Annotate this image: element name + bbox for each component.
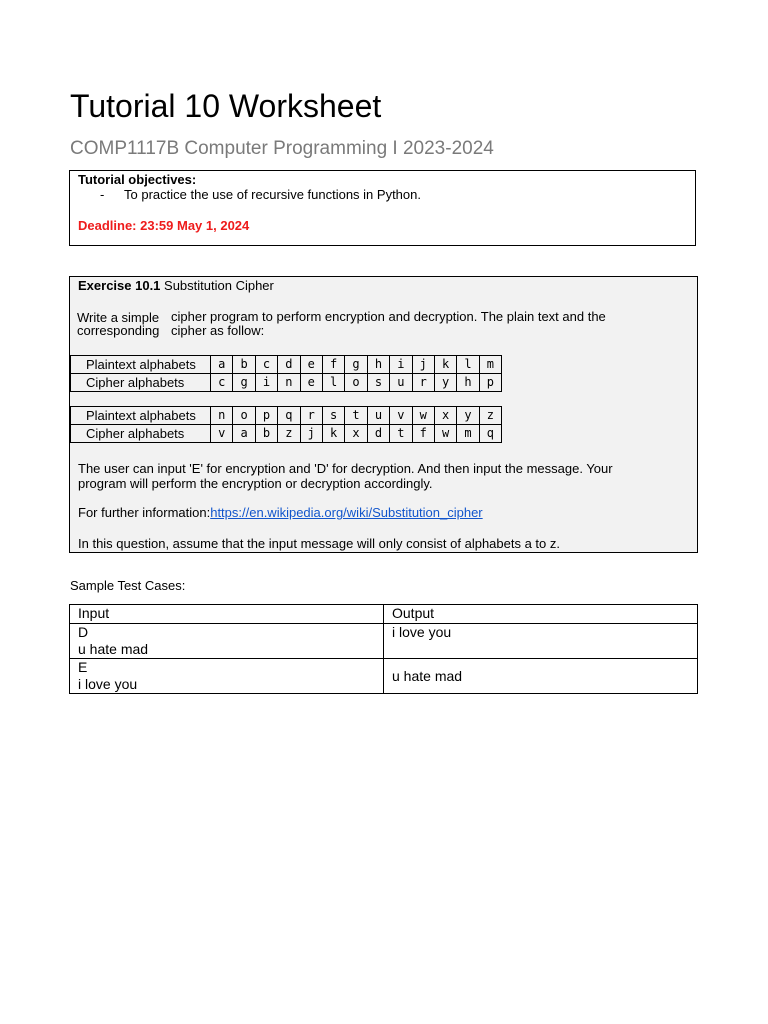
plain-char: d (278, 356, 300, 374)
intro-text-line2-rest: cipher as follow: (171, 323, 265, 338)
cipher-char: j (300, 425, 322, 443)
input-cell (70, 659, 384, 694)
assumption-text: In this question, assume that the input message will only consist of alphabets a to z. (78, 536, 560, 551)
plain-char: p (255, 407, 277, 425)
plain-char: v (390, 407, 412, 425)
cipher-char: k (322, 425, 344, 443)
further-info-label: For further information: (78, 505, 211, 520)
plain-char: w (412, 407, 434, 425)
plain-char: o (233, 407, 255, 425)
output-cell (384, 659, 698, 694)
sample-test-table (69, 604, 698, 694)
cipher-char: e (300, 374, 322, 392)
input-mode: D (78, 624, 89, 640)
plain-char: m (479, 356, 501, 374)
cipher-char: a (233, 425, 255, 443)
cipher-char: y (434, 374, 456, 392)
plain-char: n (211, 407, 233, 425)
cipher-table-n-z (70, 406, 502, 443)
plaintext-label: Plaintext alphabets (71, 356, 211, 374)
instructions-line1: The user can input 'E' for encryption and 'D' for decryption. And then input the message. Your (78, 461, 613, 476)
exercise-box (69, 276, 698, 553)
wikipedia-link[interactable]: https://en.wikipedia.org/wiki/Substitution_cipher (210, 505, 483, 520)
cipher-char: f (412, 425, 434, 443)
cipher-char: h (457, 374, 479, 392)
cipher-char: x (345, 425, 367, 443)
cipher-char: z (278, 425, 300, 443)
plain-char: h (367, 356, 389, 374)
table-header-row (70, 605, 698, 624)
plain-char: l (457, 356, 479, 374)
intro-text-rest: cipher program to perform encryption and decryption. The plain text and the (171, 309, 606, 324)
table-row (70, 659, 698, 694)
cipher-char: g (233, 374, 255, 392)
plain-char: e (300, 356, 322, 374)
plain-char: u (367, 407, 389, 425)
plain-char: z (479, 407, 501, 425)
exercise-number: Exercise 10.1 (78, 278, 161, 293)
cipher-char: b (255, 425, 277, 443)
plain-char: t (345, 407, 367, 425)
cipher-char: w (434, 425, 456, 443)
cipher-char: c (211, 374, 233, 392)
cipher-char: n (278, 374, 300, 392)
objectives-item: To practice the use of recursive functions in Python. (124, 187, 421, 202)
cipher-char: u (390, 374, 412, 392)
plain-char: y (457, 407, 479, 425)
plain-char: b (233, 356, 255, 374)
cipher-char: o (345, 374, 367, 392)
plain-char: c (255, 356, 277, 374)
intro-text-start: Write a simple (77, 310, 160, 325)
cipher-row (71, 425, 502, 443)
exercise-heading (78, 278, 274, 293)
table-row (70, 624, 698, 659)
input-message: i love you (78, 676, 138, 692)
plain-char: g (345, 356, 367, 374)
exercise-name: Substitution Cipher (164, 278, 274, 293)
page-title: Tutorial 10 Worksheet (70, 88, 382, 124)
objectives-bullet: - (100, 187, 105, 202)
intro-text-line2-start: corresponding (77, 323, 160, 338)
output-cell (384, 624, 698, 659)
cipher-char: l (322, 374, 344, 392)
plain-char: a (211, 356, 233, 374)
output-message: u hate mad (392, 667, 463, 684)
cipher-char: i (255, 374, 277, 392)
plain-char: f (322, 356, 344, 374)
cipher-char: t (390, 425, 412, 443)
further-info (78, 505, 483, 520)
cipher-char: p (479, 374, 501, 392)
plain-char: i (390, 356, 412, 374)
plain-char: r (300, 407, 322, 425)
instructions-line2: program will perform the encryption or decryption accordingly. (78, 476, 433, 491)
plain-char: j (412, 356, 434, 374)
cipher-label: Cipher alphabets (71, 425, 211, 443)
plaintext-label: Plaintext alphabets (71, 407, 211, 425)
plaintext-row (71, 356, 502, 374)
plaintext-row (71, 407, 502, 425)
output-message: i love you (392, 624, 452, 640)
cipher-char: r (412, 374, 434, 392)
course-subtitle: COMP1117B Computer Programming I 2023-2024 (70, 138, 494, 159)
plain-char: s (322, 407, 344, 425)
deadline-text: Deadline: 23:59 May 1, 2024 (78, 218, 250, 233)
input-message: u hate mad (78, 641, 149, 657)
objectives-heading: Tutorial objectives: (78, 172, 197, 187)
input-column-header: Input (70, 605, 384, 624)
cipher-table-a-m (70, 355, 502, 392)
cipher-char: v (211, 425, 233, 443)
input-mode: E (78, 659, 88, 675)
objectives-box (69, 170, 696, 246)
plain-char: k (434, 356, 456, 374)
cipher-char: q (479, 425, 501, 443)
cipher-row (71, 374, 502, 392)
plain-char: q (278, 407, 300, 425)
cipher-char: d (367, 425, 389, 443)
cipher-char: s (367, 374, 389, 392)
input-cell (70, 624, 384, 659)
sample-test-heading: Sample Test Cases: (70, 578, 186, 593)
cipher-label: Cipher alphabets (71, 374, 211, 392)
plain-char: x (434, 407, 456, 425)
cipher-char: m (457, 425, 479, 443)
output-column-header: Output (384, 605, 698, 624)
